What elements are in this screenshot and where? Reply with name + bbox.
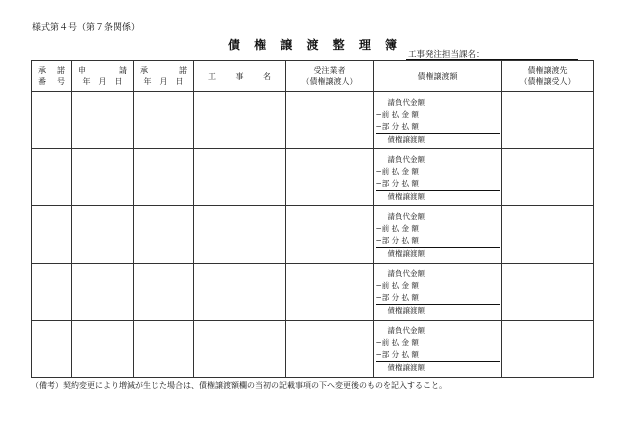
col-application-date: 申 請 年 月 日 [72, 61, 134, 92]
transfer-amount-cell [374, 320, 502, 377]
contractor-cell[interactable] [286, 206, 374, 263]
application-date-cell[interactable] [72, 263, 134, 320]
contractor-cell[interactable] [286, 320, 374, 377]
advance-payment-label: −前 払 金 額 [375, 223, 419, 233]
advance-payment-label: −前 払 金 額 [375, 166, 419, 176]
contractor-cell[interactable] [286, 263, 374, 320]
approval-date-cell[interactable] [134, 263, 194, 320]
application-date-cell[interactable] [72, 92, 134, 149]
partial-payment-label: −部 分 払 額 [376, 292, 500, 305]
table-row [32, 320, 594, 377]
col-approval-date: 承 諾 年 月 日 [134, 61, 194, 92]
assignee-cell[interactable] [502, 263, 594, 320]
contractor-cell[interactable] [286, 92, 374, 149]
transfer-amount-cell [374, 206, 502, 263]
table-row [32, 206, 594, 263]
assignee-cell[interactable] [502, 149, 594, 206]
advance-payment-label: −前 払 金 額 [375, 338, 419, 348]
amount-breakdown [376, 323, 500, 374]
col-approval-number: 承 諾 番 号 [32, 61, 72, 92]
col-assignee: 債権譲渡先 （債権譲受人） [502, 61, 594, 92]
department-label: 工事発注担当課名： [408, 50, 485, 60]
approval-date-cell[interactable] [134, 206, 194, 263]
advance-payment-label: −前 払 金 額 [375, 281, 419, 291]
project-name-cell[interactable] [194, 149, 286, 206]
amount-breakdown [376, 266, 500, 317]
partial-payment-label: −部 分 払 額 [376, 349, 500, 362]
application-date-cell[interactable] [72, 320, 134, 377]
form-number: 様式第４号（第７条関係） [32, 23, 141, 33]
assignee-cell[interactable] [502, 206, 594, 263]
contract-price-label: 請負代金額 [387, 269, 425, 279]
assignee-cell[interactable] [502, 320, 594, 377]
amount-breakdown [376, 95, 500, 146]
table-row [32, 92, 594, 149]
transfer-amount-label: 債権譲渡額 [387, 363, 425, 373]
contract-price-label: 請負代金額 [387, 154, 425, 164]
approval-date-cell[interactable] [134, 149, 194, 206]
approval-number-cell[interactable] [32, 206, 72, 263]
contract-price-label: 請負代金額 [387, 326, 425, 336]
approval-number-cell[interactable] [32, 92, 72, 149]
approval-date-cell[interactable] [134, 92, 194, 149]
amount-breakdown [376, 152, 500, 203]
transfer-amount-cell [374, 263, 502, 320]
project-name-cell[interactable] [194, 206, 286, 263]
contractor-cell[interactable] [286, 149, 374, 206]
page-title: 債 権 譲 渡 整 理 簿 [227, 38, 403, 52]
contract-price-label: 請負代金額 [387, 211, 425, 221]
project-name-cell[interactable] [194, 92, 286, 149]
assignee-cell[interactable] [502, 92, 594, 149]
partial-payment-label: −部 分 払 額 [376, 121, 500, 134]
amount-breakdown [376, 209, 500, 260]
approval-number-cell[interactable] [32, 320, 72, 377]
approval-number-cell[interactable] [32, 263, 72, 320]
project-name-cell[interactable] [194, 263, 286, 320]
table-row [32, 149, 594, 206]
col-contractor: 受注業者 （債権譲渡人） [286, 61, 374, 92]
transfer-amount-cell [374, 92, 502, 149]
col-transfer-amount: 債権譲渡額 [374, 61, 502, 92]
approval-date-cell[interactable] [134, 320, 194, 377]
partial-payment-label: −部 分 払 額 [376, 178, 500, 191]
remark-note: （備考）契約変更により増減が生じた場合は、債権譲渡額欄の当初の記載事項の下へ変更後のものを記入すること。 [31, 381, 447, 390]
header-row [32, 61, 594, 92]
col-project-name: 工 事 名 [194, 61, 286, 92]
partial-payment-label: −部 分 払 額 [376, 235, 500, 248]
project-name-cell[interactable] [194, 320, 286, 377]
transfer-amount-label: 債権譲渡額 [387, 191, 425, 201]
contract-price-label: 請負代金額 [387, 97, 425, 107]
transfer-amount-cell [374, 149, 502, 206]
approval-number-cell[interactable] [32, 149, 72, 206]
application-date-cell[interactable] [72, 149, 134, 206]
advance-payment-label: −前 払 金 額 [375, 109, 419, 119]
ledger-table [31, 60, 594, 378]
application-date-cell[interactable] [72, 206, 134, 263]
ledger-body [32, 92, 594, 378]
transfer-amount-label: 債権譲渡額 [387, 306, 425, 316]
transfer-amount-label: 債権譲渡額 [387, 248, 425, 258]
transfer-amount-label: 債権譲渡額 [387, 134, 425, 144]
table-row [32, 263, 594, 320]
